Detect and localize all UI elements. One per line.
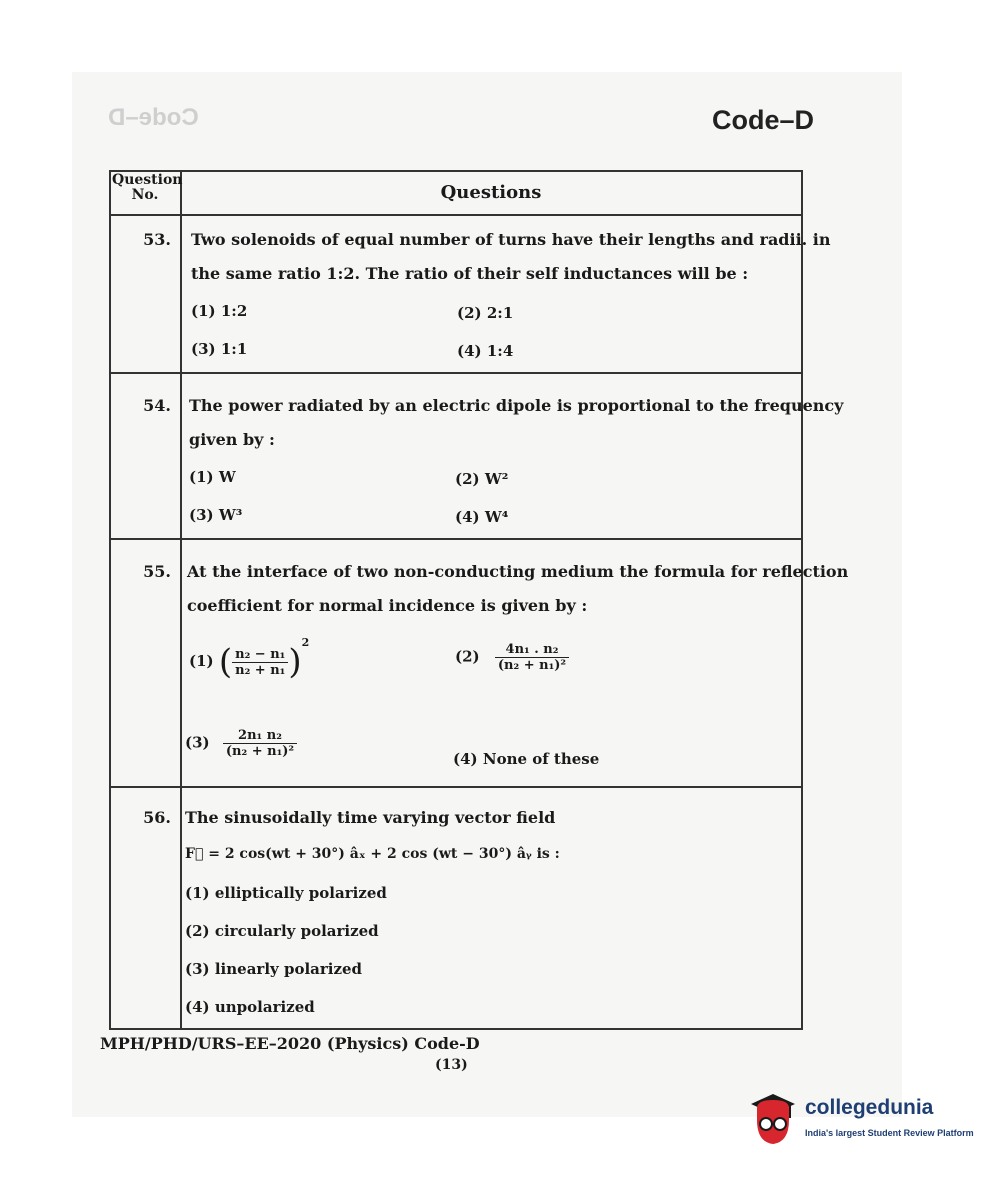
option-label: (1)	[189, 652, 214, 670]
option: (2) W²	[455, 470, 509, 488]
question-number: 56.	[143, 808, 171, 827]
paper-code: Code–D	[712, 105, 815, 135]
formula-numerator: n₂ − n₁	[232, 647, 288, 663]
option: (2) circularly polarized	[185, 922, 379, 940]
option: (1) 1:2	[191, 302, 248, 320]
question-line: F⃗ = 2 cos(wt + 30°) âₓ + 2 cos (wt − 30°) âᵧ is :	[185, 846, 560, 862]
formula-denominator: (n₂ + n₁)²	[225, 744, 295, 759]
formula-denominator: n₂ + n₁	[235, 662, 286, 678]
option: (4) 1:4	[457, 342, 514, 360]
option-formula-3	[185, 728, 297, 759]
option: (4) unpolarized	[185, 998, 315, 1016]
question-line: Two solenoids of equal number of turns have their lengths and radii. in	[191, 230, 831, 249]
brand-tagline: India's largest Student Review Platform	[805, 1128, 974, 1138]
option-formula-1: (1) ( $\frac{\text{n₂ − n₁}}{\text{n₂ + n₁}}$ )$^2$	[189, 636, 310, 682]
option-formula-2	[455, 642, 569, 673]
header-question-no: Question No.	[112, 172, 183, 203]
brand-logo[interactable]	[745, 1090, 975, 1160]
formula-numerator: 4n₁ . n₂	[495, 642, 569, 658]
bleed-through-text: Code–D	[108, 104, 199, 131]
formula-exponent: 2	[301, 636, 310, 649]
header-questions: Questions	[440, 182, 542, 203]
question-number: 54.	[143, 396, 171, 415]
question-number: 55.	[143, 562, 171, 581]
option: (1) elliptically polarized	[185, 884, 387, 902]
question-line: the same ratio 1:2. The ratio of their self inductances will be :	[191, 264, 749, 283]
option: (3) linearly polarized	[185, 960, 363, 978]
page-number: (13)	[435, 1057, 468, 1073]
option: (2) 2:1	[457, 304, 514, 322]
exam-footer: MPH/PHD/URS–EE–2020 (Physics) Code-D	[100, 1034, 480, 1053]
header-divider	[111, 214, 801, 216]
question-number: 53.	[143, 230, 171, 249]
option: (4) W⁴	[455, 508, 509, 526]
option-label: (2)	[455, 647, 480, 666]
question-line: given by :	[189, 430, 275, 449]
row-divider	[111, 372, 801, 374]
row-divider	[111, 786, 801, 788]
question-line: coefficient for normal incidence is given by :	[187, 596, 588, 615]
formula-numerator: 2n₁ n₂	[223, 728, 297, 744]
option: (1) W	[189, 468, 236, 486]
question-line: At the interface of two non-conducting medium the formula for reflection	[187, 562, 849, 581]
option: (3) W³	[189, 506, 243, 524]
formula-denominator: (n₂ + n₁)²	[497, 658, 567, 673]
option: (3) 1:1	[191, 340, 248, 358]
column-divider	[180, 172, 182, 1028]
question-line: The sinusoidally time varying vector field	[185, 808, 556, 827]
row-divider	[111, 538, 801, 540]
option: (4) None of these	[453, 750, 600, 768]
question-line: The power radiated by an electric dipole is proportional to the frequency	[189, 396, 844, 415]
graduate-icon	[745, 1090, 801, 1152]
brand-name: collegedunia	[805, 1096, 934, 1119]
option-label: (3)	[185, 733, 210, 752]
questions-table	[109, 170, 849, 1030]
